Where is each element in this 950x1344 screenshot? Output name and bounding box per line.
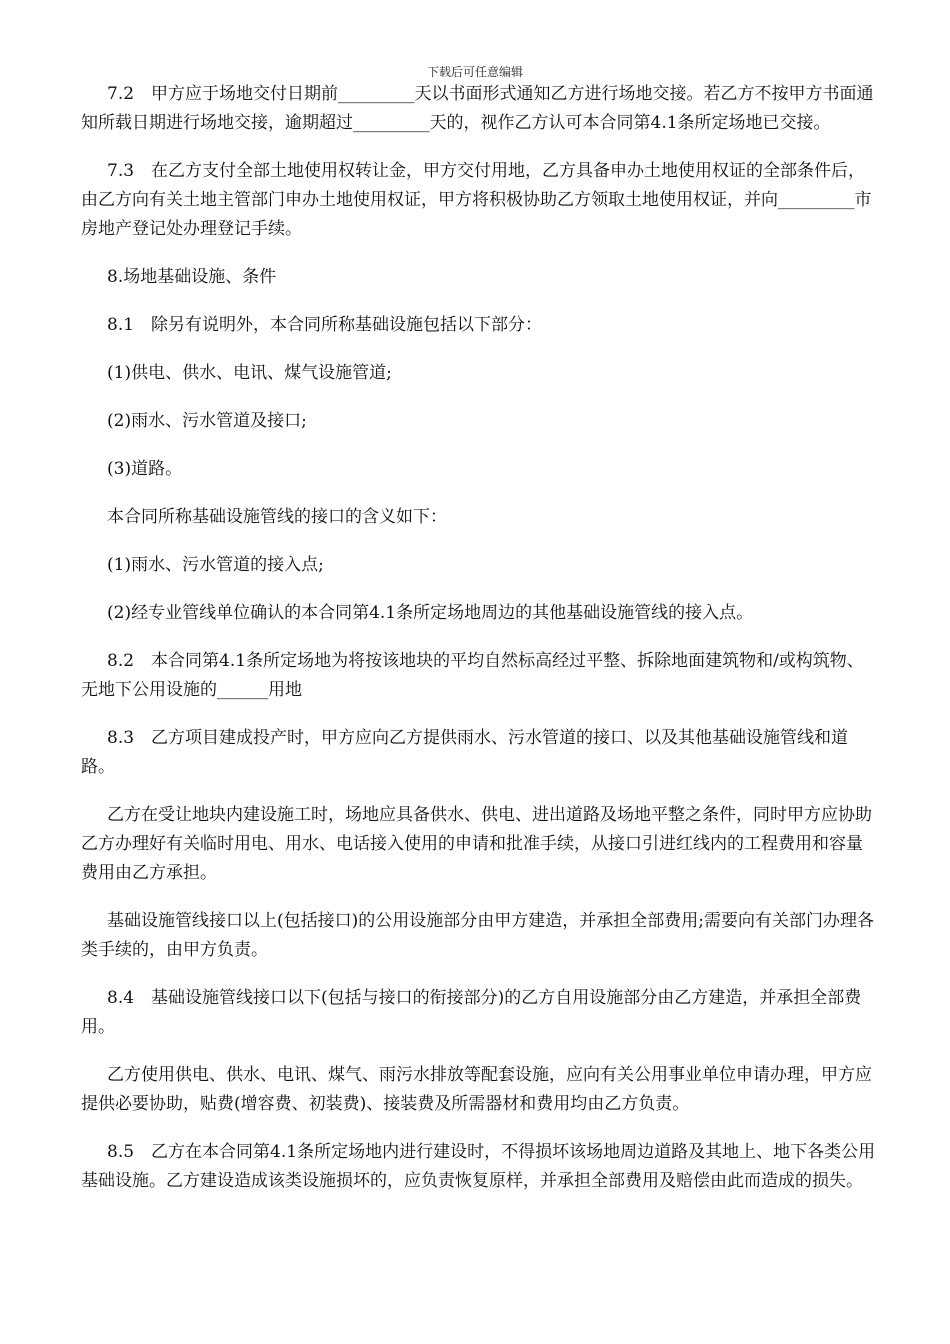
clause-8-5: 8.5 乙方在本合同第4.1条所定场地内进行建设时，不得损坏该场地周边道路及其地上、地下各类公用基础设施。乙方建设造成该类设施损坏的，应负责恢复原样，并承担全部费用及赔偿由此而造成的损失。 <box>81 1142 876 1191</box>
list-item-1: (1)供电、供水、电讯、煤气设施管道; <box>107 363 392 383</box>
clause-8-4-utilities: 乙方使用供电、供水、电讯、煤气、雨污水排放等配套设施，应向有关公用事业单位申请办理，甲方应提供必要协助，贴费(增容费、初装费)、接装费及所需器材和费用均由乙方负责。 <box>81 1065 872 1114</box>
header-note: 下载后可任意编辑 <box>426 65 523 79</box>
clause-8-3: 8.3 乙方项目建成投产时，甲方应向乙方提供雨水、污水管道的接口、以及其他基础设施管线和道路。 <box>81 728 849 777</box>
interface-definition-intro: 本合同所称基础设施管线的接口的含义如下： <box>107 507 447 527</box>
list-item-2: (2)雨水、污水管道及接口; <box>107 411 307 431</box>
section-8-heading: 8.场地基础设施、条件 <box>107 267 277 287</box>
clause-7-2: 7.2 甲方应于场地交付日期前_________天以书面形式通知乙方进行场地交接。若乙方不按甲方书面通知所载日期进行场地交接，逾期超过_________天的，视作乙方认可本合同第4.1条所定场地已交接。 <box>81 84 874 133</box>
list-item-3: (3)道路。 <box>107 459 183 479</box>
clause-8-4: 8.4 基础设施管线接口以下(包括与接口的衔接部分)的乙方自用设施部分由乙方建造，并承担全部费用。 <box>81 988 862 1037</box>
clause-7-3: 7.3 在乙方支付全部土地使用权转让金，甲方交付用地，乙方具备申办土地使用权证的全部条件后，由乙方向有关土地主管部门申办土地使用权证，甲方将积极协助乙方领取土地使用权证，并向_________市房地产登记处办理登记手续。 <box>81 161 872 239</box>
clause-8-3-construction: 乙方在受让地块内建设施工时，场地应具备供水、供电、进出道路及场地平整之条件，同时甲方应协助乙方办理好有关临时用电、用水、电话接入使用的申请和批准手续，从接口引进红线内的工程费用和容量费用由乙方承担。 <box>81 805 872 883</box>
clause-8-2: 8.2 本合同第4.1条所定场地为将按该地块的平均自然标高经过平整、拆除地面建筑物和/或构筑物、无地下公用设施的______用地 <box>81 651 864 700</box>
interface-item-2: (2)经专业管线单位确认的本合同第4.1条所定场地周边的其他基础设施管线的接入点。 <box>107 603 754 623</box>
clause-8-3-public-facilities: 基础设施管线接口以上(包括接口)的公用设施部分由甲方建造，并承担全部费用;需要向有关部门办理各类手续的，由甲方负责。 <box>81 911 874 960</box>
clause-8-1: 8.1 除另有说明外，本合同所称基础设施包括以下部分： <box>107 315 543 335</box>
document-body <box>81 80 877 1215</box>
interface-item-1: (1)雨水、污水管道的接入点; <box>107 555 324 575</box>
